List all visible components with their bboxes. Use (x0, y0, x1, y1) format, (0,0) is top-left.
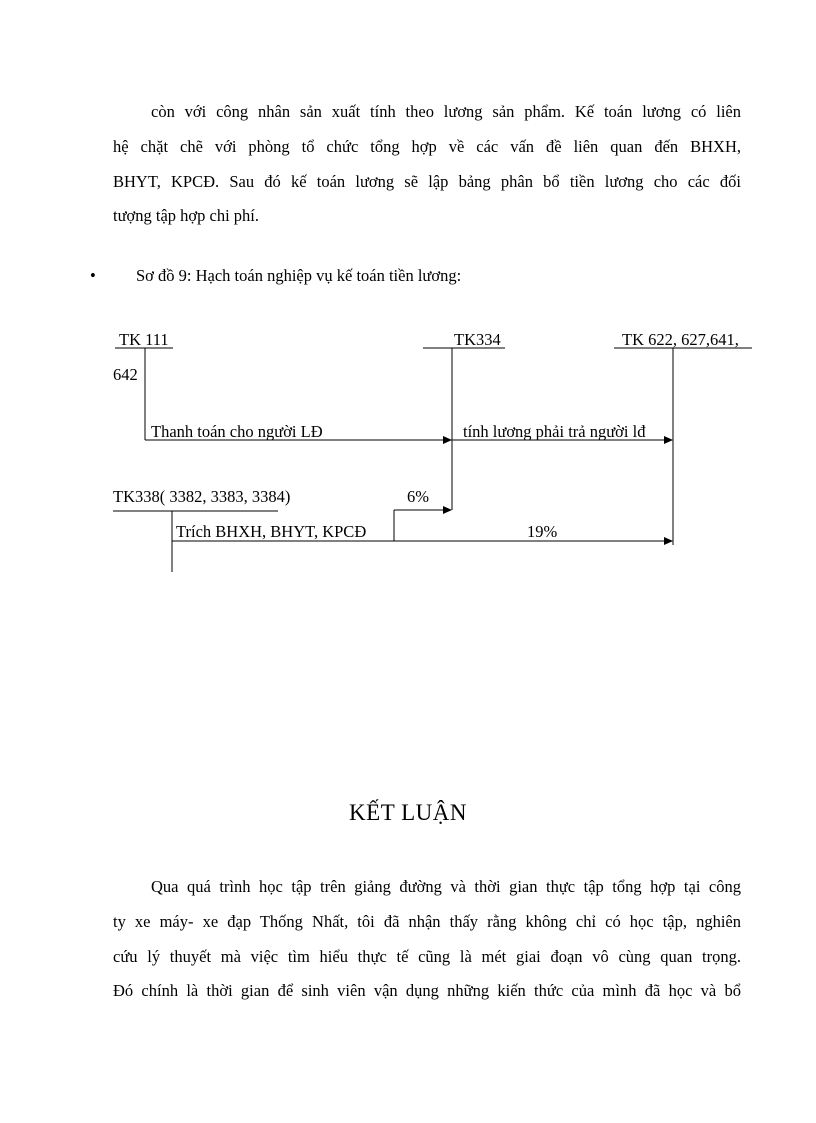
account-tk334-label: TK334 (454, 330, 501, 349)
flow-pay-worker-label: Thanh toán cho người LĐ (151, 422, 323, 441)
account-tk111-label: TK 111 (119, 330, 169, 349)
flow-6pct-label: 6% (407, 487, 429, 506)
account-tk338-label: TK338( 3382, 3383, 3384) (113, 487, 291, 506)
paragraph-line: cứu lý thuyết mà việc tìm hiểu thực tế cũng là mét giai đoạn vô cùng quan trọng. (113, 946, 741, 966)
section-title: KẾT LUẬN (349, 800, 467, 825)
paragraph-line: còn với công nhân sản xuất tính theo lương sản phẩm. Kế toán lương có liên (151, 102, 741, 121)
conclusion-paragraph (113, 870, 741, 1009)
account-tk622-label: TK 622, 627,641, (622, 330, 739, 349)
paragraph-line: BHYT, KPCĐ. Sau đó kế toán lương sẽ lập bảng phân bổ tiền lương cho các đối (113, 171, 741, 191)
paragraph-line: tượng tập hợp chi phí. (113, 206, 260, 226)
flow-deduct-label: Trích BHXH, BHYT, KPCĐ (176, 522, 367, 541)
flow-salary-payable-label: tính lương phải trả người lđ (463, 422, 646, 441)
account-tk622-continuation: 642 (113, 365, 138, 384)
flow-19pct-label: 19% (527, 522, 558, 541)
diagram-caption-text: Sơ đồ 9: Hạch toán nghiệp vụ kế toán tiền lương: (136, 266, 462, 285)
paragraph-line: hệ chặt chẽ với phòng tổ chức tổng hợp về các vấn đề liên quan đến BHXH, (113, 136, 741, 156)
bullet-icon: • (90, 266, 96, 285)
paragraph-line: Qua quá trình học tập trên giảng đường và thời gian thực tập tổng hợp tại công (151, 877, 741, 896)
paragraph-line: Đó chính là thời gian để sinh viên vận dụng những kiến thức của mình đã học và bổ (113, 981, 741, 1001)
paragraph-line: ty xe máy- xe đạp Thống Nhất, tôi đã nhận thấy rằng không chỉ có học tập, nghiên (113, 911, 741, 931)
